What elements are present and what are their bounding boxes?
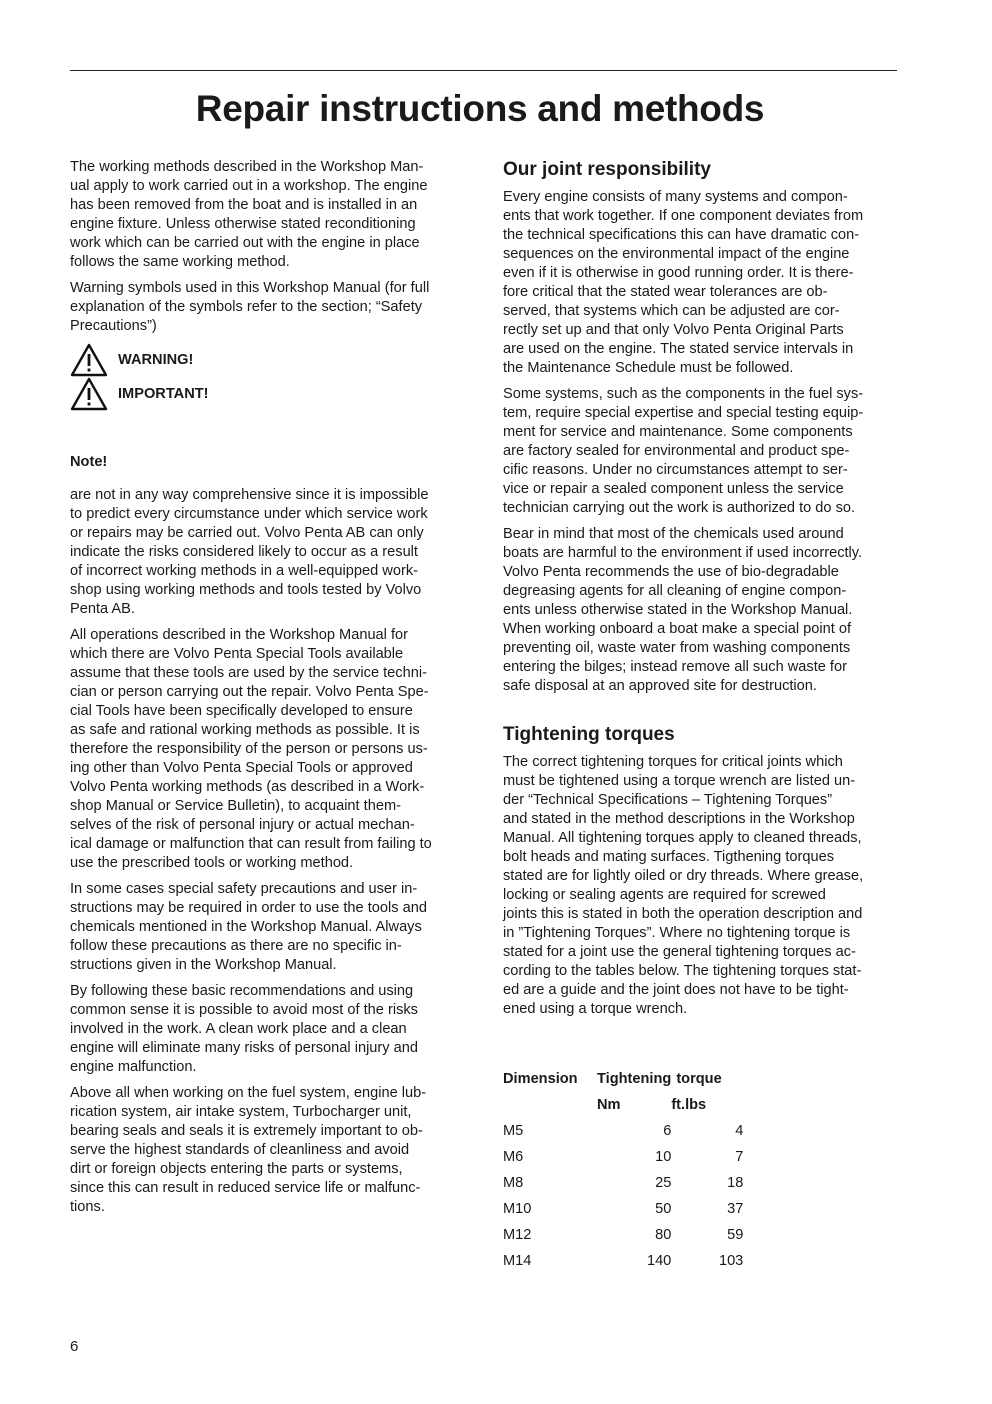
- joint-paragraph-2: Some systems, such as the components in the fuel sys- tem, require special expertise and special testing equip- ment for service and maintenance. Some components are factory sealed for environmental and product spe- cific reasons. Under no circumstances attempt to ser- vice or repair a sealed component unless the service technician carrying out the work is authorized to do so.: [503, 386, 864, 516]
- special-tools-paragraph: All operations described in the Workshop Manual for which there are Volvo Penta Special Tools available assume that these tools are used by the service techni- cian or person carrying out the repair. Volvo Penta Spe- cial Tools have been specifically developed to ensure as safe and rational working methods as possible. It is therefore the responsibility of the person or persons us- ing other than Volvo Penta Special Tools or approved Volvo Penta working methods (as described in a Work- shop Manual or Service Bulletin), to acquaint them- selves of the risk of personal injury or actual mechan- ical damage or malfunction that can result from failing to use the prescribed tools or working method.: [70, 627, 432, 871]
- nm-cell: 6: [663, 1122, 672, 1139]
- warning-label: WARNING!: [118, 351, 194, 368]
- ftlbs-cell: 4: [735, 1122, 744, 1139]
- unit-ftlbs: ft.lbs: [671, 1096, 707, 1113]
- page-title: Repair instructions and methods: [195, 88, 765, 129]
- nm-cell: 80: [655, 1226, 672, 1243]
- table-row: [503, 1118, 743, 1144]
- table-row: [503, 1170, 743, 1196]
- dimension-cell: M10: [503, 1200, 532, 1217]
- left-column: [70, 158, 465, 1224]
- safety-precautions-paragraph: In some cases special safety precautions and user in- structions may be required in order to use the tools and chemicals mentioned in the Workshop Manual. Always follow these precautions as there are no specific in- structions given in the Workshop Manual.: [70, 881, 427, 973]
- dimension-cell: M12: [503, 1226, 532, 1243]
- ftlbs-cell: 59: [727, 1226, 744, 1243]
- header-tightening: Tightening: [597, 1070, 672, 1087]
- nm-cell: 50: [655, 1200, 672, 1217]
- intro-paragraph: The working methods described in the Workshop Man- ual apply to work carried out in a workshop. The engine has been removed from the boat and is installed in an engine fixture. Unless otherwise stated reconditioning work which can be carried out with the engine in place follows the same working method.: [70, 159, 428, 270]
- dimension-cell: M14: [503, 1252, 532, 1269]
- note-paragraph: are not in any way comprehensive since it is impossible to predict every circumstance under which service work or repairs may be carried out. Volvo Penta AB can only indicate the risks considered likely to occur as a result of incorrect working methods in a well-equipped work- shop using working methods and tools tested by Volvo Penta AB.: [70, 487, 429, 617]
- dimension-cell: M8: [503, 1174, 524, 1191]
- important-symbol-row: [70, 377, 465, 411]
- warning-triangle-icon: [70, 343, 108, 377]
- important-label: IMPORTANT!: [118, 385, 209, 402]
- tightening-torques-heading: Tightening torques: [503, 724, 675, 745]
- joint-responsibility-heading: Our joint responsibility: [503, 159, 711, 180]
- note-heading: Note!: [70, 454, 108, 470]
- unit-nm: Nm: [597, 1096, 621, 1113]
- table-row: [503, 1196, 743, 1222]
- nm-cell: 25: [655, 1174, 672, 1191]
- nm-cell: 10: [655, 1148, 672, 1165]
- recommendations-paragraph: By following these basic recommendations and using common sense it is possible to avoid most of the risks involved in the work. A clean work place and a clean engine will eliminate many risks of personal injury and engine malfunction.: [70, 983, 418, 1075]
- warning-triangle-icon: [70, 377, 108, 411]
- cleanliness-paragraph: Above all when working on the fuel system, engine lub- rication system, air intake system, Turbocharger unit, bearing seals and seals it is extremely important to ob- serve the highest standards of cleanliness and avoid dirt or foreign objects entering the parts or systems, since this can result in reduced service life or malfunc- tions.: [70, 1085, 427, 1215]
- top-rule: [70, 70, 897, 71]
- joint-paragraph-1: Every engine consists of many systems and compon- ents that work together. If one component deviates from the technical specifications this can have dramatic con- sequences on the environmental impact of the engine even if it is otherwise in good running order. It is there- fore critical that the stated wear tolerances are ob- served, that systems which can be adjusted are cor- rectly set up and that only Volvo Penta Original Parts are used on the engine. The stated service intervals in the Maintenance Schedule must be followed.: [503, 189, 864, 376]
- joint-paragraph-3: Bear in mind that most of the chemicals used around boats are harmful to the environment if used incorrectly. Volvo Penta recommends the use of bio-degradable degreasing agents for all cleaning of engine compon- ents unless otherwise stated in the Workshop Manual. When working onboard a boat make a special point of preventing oil, waste water from washing components entering the bilges; instead remove all such waste for safe disposal at an approved site for destruction.: [503, 526, 863, 694]
- dimension-cell: M6: [503, 1148, 524, 1165]
- table-row: [503, 1222, 743, 1248]
- torque-table-units: [503, 1092, 743, 1118]
- ftlbs-cell: 18: [727, 1174, 744, 1191]
- header-dimension: Dimension: [503, 1070, 578, 1087]
- page-number: 6: [70, 1338, 79, 1355]
- nm-cell: 140: [646, 1252, 672, 1269]
- torque-table: [503, 1066, 743, 1274]
- dimension-cell: M5: [503, 1122, 524, 1139]
- table-row: [503, 1144, 743, 1170]
- ftlbs-cell: 103: [718, 1252, 744, 1269]
- ftlbs-cell: 7: [735, 1148, 744, 1165]
- table-row: [503, 1248, 743, 1274]
- right-column: [503, 158, 899, 1274]
- torque-table-header: [503, 1066, 743, 1092]
- header-torque: torque: [676, 1070, 722, 1087]
- ftlbs-cell: 37: [727, 1200, 744, 1217]
- warning-symbol-row: [70, 343, 465, 377]
- warning-symbols-paragraph: Warning symbols used in this Workshop Manual (for full explanation of the symbols refer to the section; “Safety Precautions”): [70, 280, 430, 334]
- torque-paragraph: The correct tightening torques for critical joints which must be tightened using a torque wrench are listed un- der “Technical Specifications – Tightening Torques” and stated in the method descriptions in the Workshop Manual. All tightening torques apply to cleaned threads, bolt heads and mating surfaces. Tigthening torques stated are for lightly oiled or dry threads. Where grease, locking or sealing agents are required for screwed joints this is stated in both the operation description and in ”Tightening Torques”. Where no tightening torque is stated for a joint use the general tightening torques ac- cording to the tables below. The tightening torques stat- ed are a guide and the joint does not have to be tight- ened using a torque wrench.: [503, 754, 864, 1017]
